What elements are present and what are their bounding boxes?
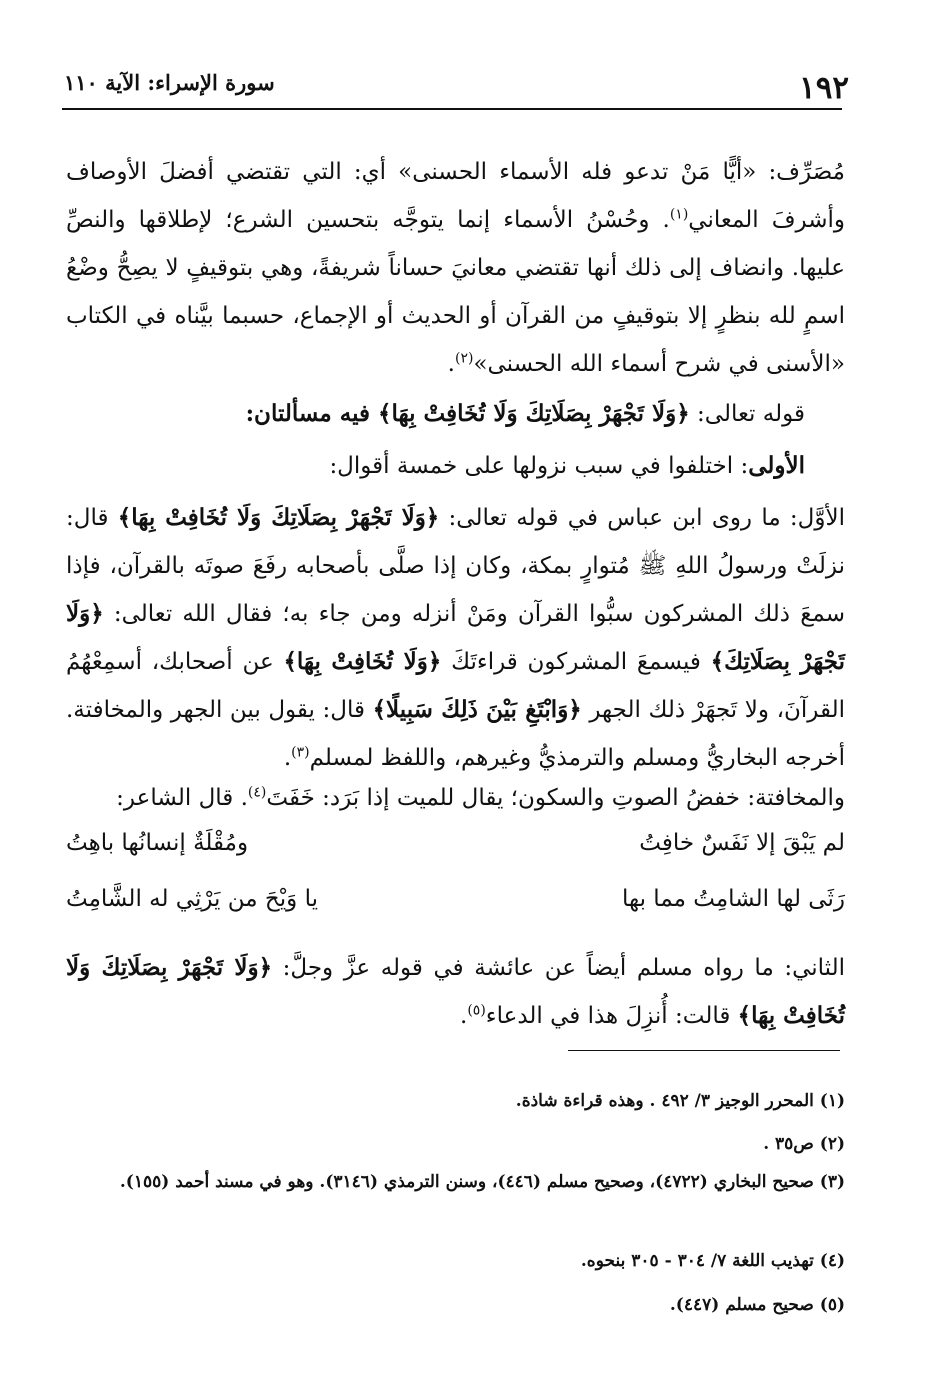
- page-number: ١٩٢: [799, 70, 849, 106]
- text-span: . قال الشاعر:: [116, 785, 248, 811]
- text-span: قال: نزلَتْ ورسولُ اللهِ ﷺ مُتوارٍ بمكة، وكان إذا صلَّى بأصحابه رفَعَ صوتَه بالقرآن، فإذا سمعَ ذلك المشركون سبُّوا القرآن ومَنْ أنزله ومن جاء به؛ فقال الله تعالى:: [66, 505, 845, 627]
- text-span: قال: يقول بين الجهر والمخافتة. أخرجه البخاريُّ ومسلم والترمذيُّ وغيرهم، واللفظ لمسلم: [66, 697, 845, 771]
- footnote: (٢) ص٣٥ .: [763, 1134, 845, 1154]
- footnote-ref-4: (٤): [247, 784, 267, 801]
- poem-verse: [66, 886, 845, 930]
- quran-quote: ﴿وَلَا تَجْهَرْ بِصَلَاتِكَ وَلَا تُخَافِتْ بِهَا﴾: [66, 954, 845, 1029]
- quran-quote: ﴿وَابْتَغِ بَيْنَ ذَلِكَ سَبِيلًا﴾: [372, 696, 582, 723]
- section-heading: فيه مسألتان:: [245, 400, 379, 427]
- text-span: والمخافتة: خفضُ الصوتِ والسكون؛ يقال للميت إذا بَرَد: خَفَتَ: [266, 785, 845, 811]
- footnote: (٤) تهذيب اللغة ٧/ ٣٠٤ - ٣٠٥ بنحوه.: [580, 1251, 845, 1271]
- text-span: . وحُسْنُ الأسماء إنما يتوجَّه بتحسين الشرع؛ لإطلاقها والنصِّ عليها. وانضاف إلى ذلك أنها تقتضي معانيَ حساناً شريفةً، وهي بتوقيفٍ لا يصِحُّ وضْعُ اسمٍ لله بنظرٍ إلا بتوقيفٍ من القرآن أو الحديث أو الإجماع، حسبما بيَّناه في الكتاب «الأسنى في شرح أسماء الله الحسنى»: [66, 207, 845, 377]
- poem-hemistich-left: ومُقْلَةٌ إنسانُها باهِتُ: [66, 830, 249, 856]
- quran-quote: ﴿وَلَا تَجْهَرْ بِصَلَاتِكَ وَلَا تُخَافِتْ بِهَا﴾: [117, 504, 440, 531]
- poem-verse: [66, 830, 845, 874]
- poem-hemistich-right: رَثَى لها الشامِتُ مما بها: [621, 886, 845, 912]
- quran-quote: ﴿وَلَا تَجْهَرْ بِصَلَاتِكَ﴾: [66, 600, 845, 675]
- text-span: مُصَرِّف: «أيًّا مَنْ تدعو فله الأسماء الحسنى» أي: التي تقتضي أفضلَ الأوصاف وأشرفَ المعاني: [66, 159, 845, 233]
- footnote: (١) المحرر الوجيز ٣/ ٤٩٢ . وهذه قراءة شاذة.: [515, 1091, 845, 1111]
- issue-one: [66, 442, 845, 490]
- first-opinion-paragraph: [66, 494, 845, 782]
- paragraph-names-of-allah: [66, 148, 845, 388]
- footnote-ref-5: (٥): [467, 1002, 486, 1019]
- text-span: : اختلفوا في سبب نزولها على خمسة أقوال:: [329, 453, 749, 479]
- running-header-title: سورة الإسراء: الآية ١١٠: [64, 70, 275, 95]
- text-span: عن أصحابك، أسمِعْهُمُ القرآنَ، ولا تَجهَرْ ذلك الجهر: [66, 649, 845, 723]
- footnote: (٣) صحيح البخاري (٤٧٢٢)، وصحيح مسلم (٤٤٦)، وسنن الترمذي (٣١٤٦). وهو في مسند أحمد (١٥٥).: [119, 1172, 845, 1192]
- text-span: قالت: أُنزِلَ هذا في الدعاء: [485, 1003, 738, 1029]
- verse-intro: [66, 390, 845, 438]
- footnote-ref-2: (٢): [454, 350, 474, 367]
- mukhafata-definition: [66, 774, 845, 822]
- footnote-divider: [568, 1050, 840, 1051]
- footnote: (٥) صحيح مسلم (٤٤٧).: [669, 1295, 845, 1315]
- text-span: .: [283, 745, 292, 771]
- second-opinion-paragraph: [66, 944, 845, 1040]
- text-span: الثاني: ما رواه مسلم أيضاً عن عائشة في قوله عزَّ وجلَّ:: [272, 955, 845, 981]
- quran-quote: ﴿وَلَا تَجْهَرْ بِصَلَاتِكَ وَلَا تُخَافِتْ بِهَا﴾: [378, 400, 690, 427]
- text-span: الأوَّل: ما روى ابن عباس في قوله تعالى:: [439, 505, 845, 531]
- quran-quote: ﴿وَلَا تُخَافِتْ بِهَا﴾: [283, 648, 442, 675]
- footnote-ref-1: (١): [669, 206, 689, 223]
- poem-hemistich-left: يا وَيْحَ من يَرْثِي له الشَّامِتُ: [66, 886, 318, 912]
- text-span: فيسمعَ المشركون قراءتَكَ: [441, 649, 711, 675]
- footnote-ref-3: (٣): [291, 744, 310, 761]
- poem-hemistich-right: لم يَبْقَ إلا نَفَسٌ خافِتُ: [639, 830, 845, 856]
- issue-label: الأولى: [748, 452, 805, 479]
- text-span: قوله تعالى:: [689, 401, 805, 427]
- text-span: .: [460, 1003, 468, 1029]
- header-divider: [62, 108, 842, 110]
- text-span: .: [447, 351, 455, 377]
